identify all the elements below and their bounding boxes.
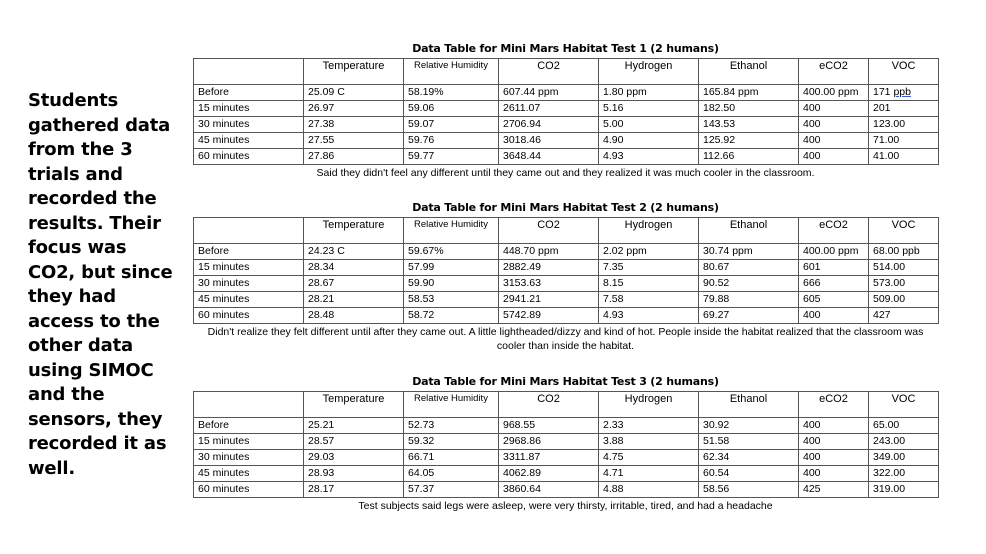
table-cell: 27.55 xyxy=(304,133,404,149)
table-cell: 57.99 xyxy=(404,260,499,276)
table-cell: 349.00 xyxy=(869,450,939,466)
row-label: Before xyxy=(194,85,304,101)
test-2-block xyxy=(193,199,938,355)
column-header: Temperature xyxy=(304,218,404,244)
table-row xyxy=(194,85,939,101)
table-cell: 201 xyxy=(869,101,939,117)
table-cell: 2.33 xyxy=(599,418,699,434)
table-cell: 4.75 xyxy=(599,450,699,466)
row-label: 30 minutes xyxy=(194,450,304,466)
column-header: Ethanol xyxy=(699,392,799,418)
column-header: Relative Humidity xyxy=(404,59,499,85)
table-cell: 58.19% xyxy=(404,85,499,101)
table-cell: 165.84 ppm xyxy=(699,85,799,101)
table-row xyxy=(194,260,939,276)
row-label: 15 minutes xyxy=(194,434,304,450)
column-header: CO2 xyxy=(499,392,599,418)
table-cell: 400.00 ppm xyxy=(799,85,869,101)
table-cell: 59.67% xyxy=(404,244,499,260)
table-cell: 71.00 xyxy=(869,133,939,149)
row-label: 15 minutes xyxy=(194,101,304,117)
column-header: Hydrogen xyxy=(599,59,699,85)
table-row xyxy=(194,133,939,149)
table-cell: 400 xyxy=(799,434,869,450)
column-header: Ethanol xyxy=(699,59,799,85)
data-table xyxy=(193,391,939,498)
table-cell: 4062.89 xyxy=(499,466,599,482)
column-header xyxy=(194,218,304,244)
table-cell: 3153.63 xyxy=(499,276,599,292)
row-label: 60 minutes xyxy=(194,149,304,165)
row-label: 45 minutes xyxy=(194,466,304,482)
side-description: Students gathered data from the 3 trials and recorded the results. Their focus was CO2, but since they had access to the other data using SIMOC and the sensors, they recorded it as well. xyxy=(28,90,173,479)
table-cell: 7.58 xyxy=(599,292,699,308)
table-cell: 400 xyxy=(799,133,869,149)
row-label: 15 minutes xyxy=(194,260,304,276)
table-cell: 25.09 C xyxy=(304,85,404,101)
table-cell: 425 xyxy=(799,482,869,498)
table-cell: 58.56 xyxy=(699,482,799,498)
table-cell: 25.21 xyxy=(304,418,404,434)
column-header: CO2 xyxy=(499,218,599,244)
table-cell: 3018.46 xyxy=(499,133,599,149)
column-header: Temperature xyxy=(304,59,404,85)
table-cell: 2882.49 xyxy=(499,260,599,276)
test-3-block xyxy=(193,373,938,515)
table-cell: 5.16 xyxy=(599,101,699,117)
table-cell: 182.50 xyxy=(699,101,799,117)
table-cell: 607.44 ppm xyxy=(499,85,599,101)
table-cell: 400.00 ppm xyxy=(799,244,869,260)
table-cell: 64.05 xyxy=(404,466,499,482)
table-cell: 4.93 xyxy=(599,149,699,165)
table-cell: 2611.07 xyxy=(499,101,599,117)
table-cell: 2706.94 xyxy=(499,117,599,133)
table-cell: 24.23 C xyxy=(304,244,404,260)
table-cell: 66.71 xyxy=(404,450,499,466)
table-cell: 41.00 xyxy=(869,149,939,165)
table-cell: 112.66 xyxy=(699,149,799,165)
table-cell: 51.58 xyxy=(699,434,799,450)
column-header: Temperature xyxy=(304,392,404,418)
table-cell: 68.00 ppb xyxy=(869,244,939,260)
table-cell: 3860.64 xyxy=(499,482,599,498)
data-table xyxy=(193,217,939,324)
column-header xyxy=(194,392,304,418)
table-cell: 29.03 xyxy=(304,450,404,466)
table-cell: 509.00 xyxy=(869,292,939,308)
table-row xyxy=(194,149,939,165)
table-cell: 62.34 xyxy=(699,450,799,466)
table-cell: 4.71 xyxy=(599,466,699,482)
table-cell: 171 ppb xyxy=(869,85,939,101)
column-header: VOC xyxy=(869,59,939,85)
table-cell: 601 xyxy=(799,260,869,276)
table-row xyxy=(194,117,939,133)
table-row xyxy=(194,101,939,117)
row-label: 45 minutes xyxy=(194,292,304,308)
table-cell: 319.00 xyxy=(869,482,939,498)
test-1-block xyxy=(193,40,938,182)
table-cell: 28.57 xyxy=(304,434,404,450)
table-cell: 59.90 xyxy=(404,276,499,292)
table-cell: 125.92 xyxy=(699,133,799,149)
row-label: 60 minutes xyxy=(194,308,304,324)
table-cell: 59.06 xyxy=(404,101,499,117)
table-cell: 58.53 xyxy=(404,292,499,308)
table-cell: 28.93 xyxy=(304,466,404,482)
table-cell: 400 xyxy=(799,149,869,165)
table-title: Data Table for Mini Mars Habitat Test 1 (2 humans) xyxy=(412,42,719,55)
table-title: Data Table for Mini Mars Habitat Test 3 (2 humans) xyxy=(412,375,719,388)
table-cell: 59.32 xyxy=(404,434,499,450)
table-cell: 80.67 xyxy=(699,260,799,276)
table-cell: 90.52 xyxy=(699,276,799,292)
table-row xyxy=(194,466,939,482)
column-header: VOC xyxy=(869,218,939,244)
column-header: CO2 xyxy=(499,59,599,85)
table-row xyxy=(194,244,939,260)
table-cell: 3.88 xyxy=(599,434,699,450)
table-note: Didn't realize they felt different until after they came out. A little lightheaded/dizzy and kind of hot. People inside the habitat realized that the classroom was cooler than inside the habitat. xyxy=(207,326,924,352)
table-cell: 65.00 xyxy=(869,418,939,434)
table-cell: 4.93 xyxy=(599,308,699,324)
table-cell: 3648.44 xyxy=(499,149,599,165)
table-cell: 2941.21 xyxy=(499,292,599,308)
table-note: Said they didn't feel any different until they came out and they realized it was much cooler in the classroom. xyxy=(316,167,815,179)
table-cell: 400 xyxy=(799,466,869,482)
table-cell: 243.00 xyxy=(869,434,939,450)
table-cell: 400 xyxy=(799,308,869,324)
table-cell: 427 xyxy=(869,308,939,324)
row-label: Before xyxy=(194,418,304,434)
column-header: Relative Humidity xyxy=(404,392,499,418)
table-cell: 59.77 xyxy=(404,149,499,165)
table-cell: 27.86 xyxy=(304,149,404,165)
table-cell: 3311.87 xyxy=(499,450,599,466)
data-table xyxy=(193,58,939,165)
table-cell: 69.27 xyxy=(699,308,799,324)
row-label: Before xyxy=(194,244,304,260)
table-cell: 52.73 xyxy=(404,418,499,434)
table-cell: 57.37 xyxy=(404,482,499,498)
table-cell: 4.88 xyxy=(599,482,699,498)
column-header: Relative Humidity xyxy=(404,218,499,244)
table-cell: 400 xyxy=(799,450,869,466)
table-row xyxy=(194,482,939,498)
table-cell: 2.02 ppm xyxy=(599,244,699,260)
table-cell: 400 xyxy=(799,418,869,434)
table-cell: 28.17 xyxy=(304,482,404,498)
table-cell: 400 xyxy=(799,101,869,117)
table-cell: 79.88 xyxy=(699,292,799,308)
table-row xyxy=(194,292,939,308)
table-cell: 2968.86 xyxy=(499,434,599,450)
row-label: 45 minutes xyxy=(194,133,304,149)
table-title: Data Table for Mini Mars Habitat Test 2 (2 humans) xyxy=(412,201,719,214)
table-cell: 59.76 xyxy=(404,133,499,149)
table-cell: 573.00 xyxy=(869,276,939,292)
table-cell: 58.72 xyxy=(404,308,499,324)
column-header: eCO2 xyxy=(799,218,869,244)
column-header xyxy=(194,59,304,85)
table-cell: 4.90 xyxy=(599,133,699,149)
table-cell: 28.34 xyxy=(304,260,404,276)
table-cell: 400 xyxy=(799,117,869,133)
table-cell: 448.70 ppm xyxy=(499,244,599,260)
table-cell: 143.53 xyxy=(699,117,799,133)
column-header: eCO2 xyxy=(799,392,869,418)
table-row xyxy=(194,418,939,434)
table-cell: 123.00 xyxy=(869,117,939,133)
table-cell: 5.00 xyxy=(599,117,699,133)
table-cell: 26.97 xyxy=(304,101,404,117)
table-cell: 322.00 xyxy=(869,466,939,482)
column-header: VOC xyxy=(869,392,939,418)
table-cell: 5742.89 xyxy=(499,308,599,324)
table-cell: 27.38 xyxy=(304,117,404,133)
row-label: 60 minutes xyxy=(194,482,304,498)
table-cell: 28.48 xyxy=(304,308,404,324)
table-row xyxy=(194,434,939,450)
table-cell: 59.07 xyxy=(404,117,499,133)
table-cell: 28.67 xyxy=(304,276,404,292)
table-cell: 666 xyxy=(799,276,869,292)
table-row xyxy=(194,276,939,292)
table-row xyxy=(194,450,939,466)
table-cell: 1.80 ppm xyxy=(599,85,699,101)
row-label: 30 minutes xyxy=(194,117,304,133)
table-cell: 28.21 xyxy=(304,292,404,308)
table-cell: 605 xyxy=(799,292,869,308)
table-cell: 30.92 xyxy=(699,418,799,434)
table-row xyxy=(194,308,939,324)
table-cell: 7.35 xyxy=(599,260,699,276)
column-header: Ethanol xyxy=(699,218,799,244)
table-cell: 60.54 xyxy=(699,466,799,482)
row-label: 30 minutes xyxy=(194,276,304,292)
column-header: Hydrogen xyxy=(599,392,699,418)
table-cell: 968.55 xyxy=(499,418,599,434)
table-cell: 514.00 xyxy=(869,260,939,276)
column-header: Hydrogen xyxy=(599,218,699,244)
table-cell: 30.74 ppm xyxy=(699,244,799,260)
column-header: eCO2 xyxy=(799,59,869,85)
table-note: Test subjects said legs were asleep, were very thirsty, irritable, tired, and had a headache xyxy=(358,500,773,512)
table-cell: 8.15 xyxy=(599,276,699,292)
